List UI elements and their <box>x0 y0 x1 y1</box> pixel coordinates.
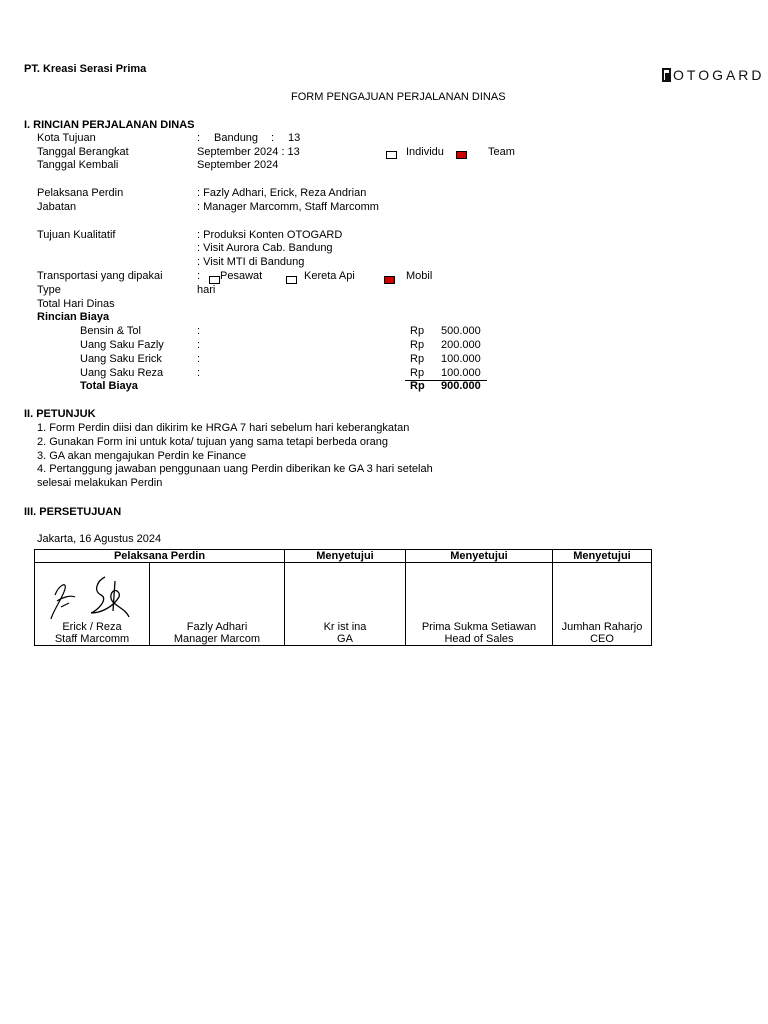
total-currency: Rp <box>410 380 425 392</box>
biaya-label: Uang Saku Erick <box>80 353 162 365</box>
biaya-amount: 100.000 <box>441 367 481 379</box>
petunjuk-item: 2. Gunakan Form ini untuk kota/ tujuan yang sama tetapi berbeda orang <box>37 436 388 448</box>
signer-role: Staff Marcomm <box>35 633 150 646</box>
place-date: Jakarta, 16 Agustus 2024 <box>37 533 162 545</box>
biaya-currency: Rp <box>410 353 425 365</box>
signer-role: CEO <box>553 633 652 646</box>
jabatan-value: : Manager Marcomm, Staff Marcomm <box>197 201 379 213</box>
team-label: Team <box>488 146 515 158</box>
transport-label: Transportasi yang dipakai <box>37 270 163 282</box>
section3-title: III. PERSETUJUAN <box>24 506 122 518</box>
team-checkbox[interactable] <box>456 151 467 159</box>
type-value: hari <box>197 284 216 296</box>
individu-checkbox[interactable] <box>386 151 397 159</box>
biaya-colon: : <box>197 353 201 365</box>
mobil-label: Mobil <box>406 270 433 282</box>
biaya-currency: Rp <box>410 367 425 379</box>
kereta-label: Kereta Api <box>304 270 355 282</box>
type-label: Type <box>37 284 61 296</box>
signer-role: GA <box>285 633 406 646</box>
total-amount: 900.000 <box>441 380 481 392</box>
signer-role: Manager Marcom <box>150 633 285 646</box>
tgl-kembali-value: September 2024 <box>197 159 279 171</box>
signer-name: Fazly Adhari <box>150 563 285 634</box>
pesawat-checkbox[interactable] <box>209 276 220 284</box>
signer-name: Jumhan Raharjo <box>553 563 652 634</box>
header-menyetujui: Menyetujui <box>285 550 406 563</box>
signer-name: Prima Sukma Setiawan <box>406 563 553 634</box>
signature-icon <box>43 567 143 627</box>
mobil-checkbox[interactable] <box>384 276 395 284</box>
kota-tujuan-colon: : <box>197 132 201 144</box>
biaya-label: Bensin & Tol <box>80 325 141 337</box>
individu-label: Individu <box>406 146 444 158</box>
header-pelaksana: Pelaksana Perdin <box>35 550 285 563</box>
kereta-checkbox[interactable] <box>286 276 297 284</box>
rincian-biaya-label: Rincian Biaya <box>37 311 110 323</box>
biaya-amount: 500.000 <box>441 325 481 337</box>
pesawat-label: Pesawat <box>220 270 263 282</box>
biaya-colon: : <box>197 339 201 351</box>
tujuan-label: Tujuan Kualitatif <box>37 229 116 241</box>
pelaksana-value: : Fazly Adhari, Erick, Reza Andrian <box>197 187 367 199</box>
company-name: PT. Kreasi Serasi Prima <box>24 63 147 75</box>
tgl-berangkat-value: September 2024 : 13 <box>197 146 300 158</box>
signature-cell <box>35 563 150 634</box>
header-menyetujui: Menyetujui <box>406 550 553 563</box>
header-menyetujui: Menyetujui <box>553 550 652 563</box>
kota-tujuan-number: 13 <box>288 132 301 144</box>
biaya-amount: 100.000 <box>441 353 481 365</box>
tujuan-item-1: : Produksi Konten OTOGARD <box>197 229 343 241</box>
biaya-currency: Rp <box>410 325 425 337</box>
section1-title: I. RINCIAN PERJALANAN DINAS <box>24 119 195 131</box>
signer-name: Erick / Reza <box>62 621 122 633</box>
tujuan-item-2: : Visit Aurora Cab. Bandung <box>197 242 333 254</box>
signer-role: Head of Sales <box>406 633 553 646</box>
petunjuk-item: 4. Pertanggung jawaban penggunaan uang Perdin diberikan ke GA 3 hari setelah <box>37 463 433 475</box>
tgl-kembali-label: Tanggal Kembali <box>37 159 119 171</box>
biaya-colon: : <box>197 367 201 379</box>
tgl-berangkat-label: Tanggal Berangkat <box>37 146 129 158</box>
logo-text: OTOGARD <box>673 67 765 83</box>
biaya-colon: : <box>197 325 201 337</box>
logo-icon <box>660 64 765 86</box>
petunjuk-item: 3. GA akan mengajukan Perdin ke Finance <box>37 450 247 462</box>
tujuan-item-3: : Visit MTI di Bandung <box>197 256 305 268</box>
section2-title: II. PETUNJUK <box>24 408 96 420</box>
kota-tujuan-value: Bandung <box>214 132 259 144</box>
approval-table <box>34 549 652 646</box>
signer-name: Kr ist ina <box>285 563 406 634</box>
petunjuk-item: 1. Form Perdin diisi dan dikirim ke HRGA 7 hari sebelum hari keberangkatan <box>37 422 410 434</box>
otogard-logo <box>660 64 765 89</box>
transport-colon: : <box>197 270 201 282</box>
kota-tujuan-label: Kota Tujuan <box>37 132 96 144</box>
biaya-currency: Rp <box>410 339 425 351</box>
biaya-amount: 200.000 <box>441 339 481 351</box>
total-biaya-label: Total Biaya <box>80 380 138 392</box>
jabatan-label: Jabatan <box>37 201 77 213</box>
total-hari-label: Total Hari Dinas <box>37 298 115 310</box>
petunjuk-item: selesai melakukan Perdin <box>37 477 163 489</box>
pelaksana-label: Pelaksana Perdin <box>37 187 124 199</box>
kota-tujuan-colon2: : <box>271 132 275 144</box>
biaya-label: Uang Saku Reza <box>80 367 164 379</box>
biaya-label: Uang Saku Fazly <box>80 339 164 351</box>
form-title: FORM PENGAJUAN PERJALANAN DINAS <box>291 91 506 103</box>
